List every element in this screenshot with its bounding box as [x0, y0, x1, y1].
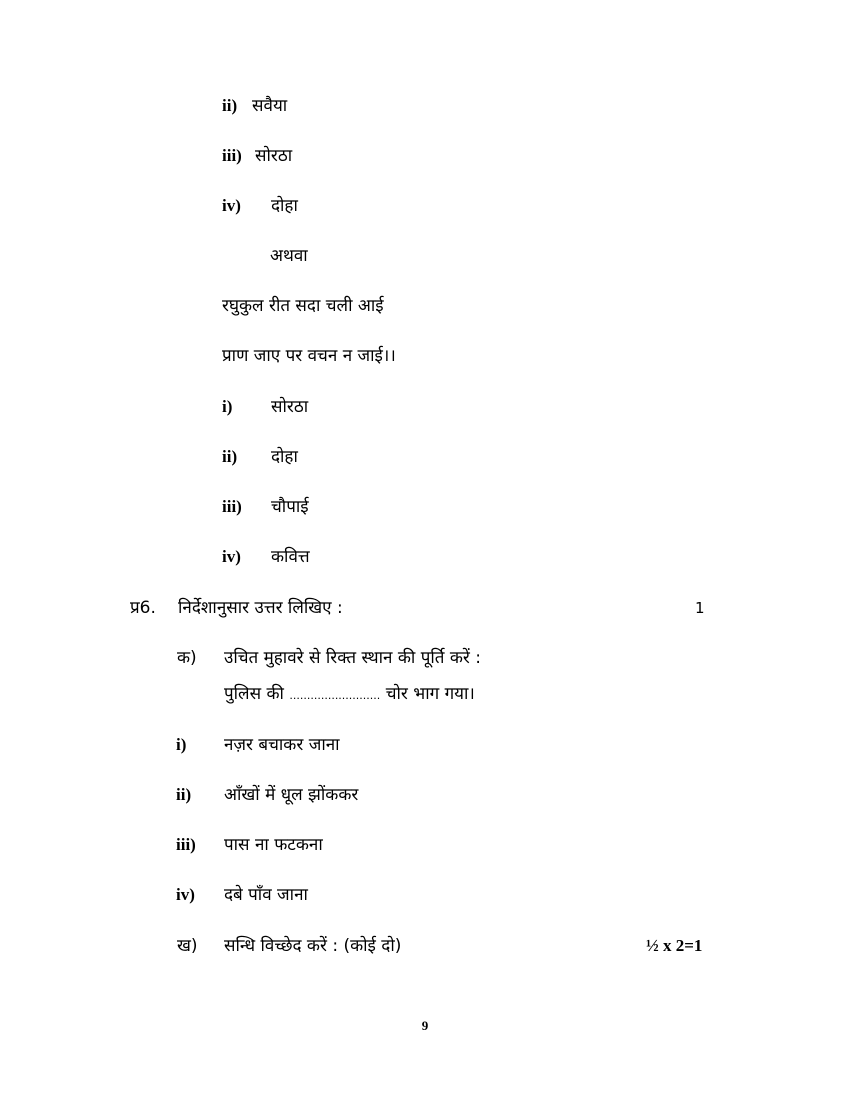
couplet-line-1: रघुकुल रीत सदा चली आई	[222, 296, 384, 316]
sentence-before-blank: पुलिस की	[224, 684, 284, 704]
option-text: दोहा	[271, 196, 298, 216]
option-number: ii)	[222, 447, 238, 466]
option-number: iii)	[222, 497, 242, 516]
part-kha-marks: ½ x 2=1	[646, 936, 703, 955]
part-kha-label: ख)	[177, 936, 198, 956]
option-text: नज़र बचाकर जाना	[224, 735, 340, 755]
option-text: सोरठा	[271, 397, 309, 417]
option-text: आँखों में धूल झोंककर	[224, 785, 359, 805]
option-text: चौपाई	[271, 497, 309, 517]
question-6-marks: 1	[695, 599, 705, 617]
option-number: iii)	[222, 146, 242, 165]
option-number: iv)	[176, 885, 195, 904]
couplet-line-2: प्राण जाए पर वचन न जाई।।	[222, 346, 396, 366]
question-6-label: प्र6.	[130, 598, 156, 618]
option-text: दोहा	[271, 447, 298, 467]
option-number: iv)	[222, 196, 241, 215]
option-number: iii)	[176, 835, 196, 854]
page-number: 9	[421, 1018, 429, 1033]
sentence-after-blank: चोर भाग गया।	[385, 684, 475, 704]
option-text: सवैया	[252, 96, 288, 116]
part-kha-instruction: सन्धि विच्छेद करें : (कोई दो)	[224, 936, 402, 956]
option-number: i)	[222, 397, 233, 416]
option-text: कवित्त	[271, 547, 310, 567]
option-text: दबे पाँव जाना	[224, 885, 308, 905]
option-text: पास ना फटकना	[224, 835, 323, 855]
part-ka-label: क)	[177, 648, 197, 668]
or-label: अथवा	[270, 246, 308, 266]
question-6-instruction: निर्देशानुसार उत्तर लिखिए :	[178, 598, 343, 618]
option-text: सोरठा	[255, 146, 293, 166]
blank-line: ..........................	[289, 689, 381, 702]
option-number: ii)	[222, 96, 238, 115]
option-number: iv)	[222, 547, 241, 566]
option-number: i)	[176, 735, 187, 754]
part-ka-instruction: उचित मुहावरे से रिक्त स्थान की पूर्ति करें :	[224, 648, 482, 668]
fill-blank-sentence	[224, 683, 475, 707]
option-number: ii)	[176, 785, 192, 804]
